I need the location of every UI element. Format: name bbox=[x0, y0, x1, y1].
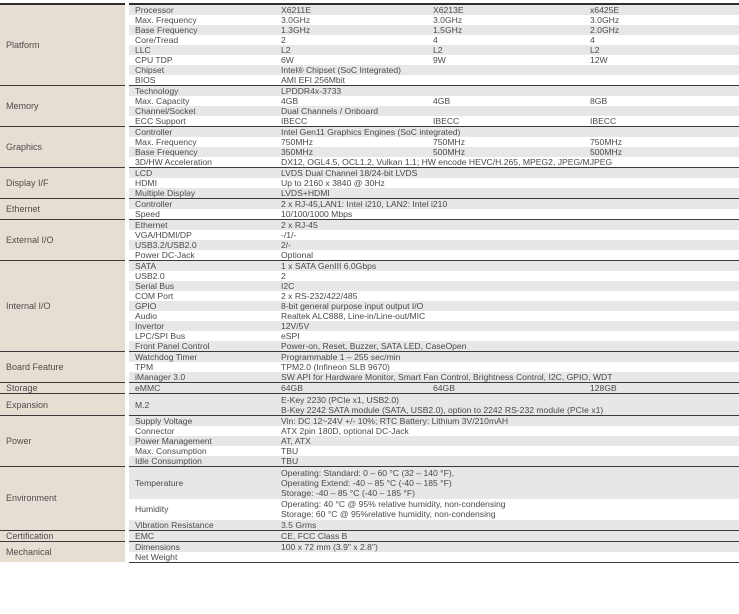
spec-value bbox=[275, 552, 739, 563]
table-row bbox=[0, 86, 739, 97]
spec-value: Dual Channels / Onboard bbox=[275, 106, 739, 116]
spec-label: Channel/Socket bbox=[127, 106, 275, 116]
spec-value: 64GB bbox=[275, 383, 427, 394]
spec-value: IBECC bbox=[427, 116, 584, 127]
spec-value: Power-on, Reset, Buzzer, SATA LED, CaseOpen bbox=[275, 341, 739, 352]
category-board-feature: Board Feature bbox=[0, 352, 127, 383]
spec-value: 10/100/1000 Mbps bbox=[275, 209, 739, 220]
spec-label: Net Weight bbox=[127, 552, 275, 563]
table-row bbox=[0, 168, 739, 179]
spec-value: 3.0GHz bbox=[584, 15, 739, 25]
spec-value: LPDDR4x-3733 bbox=[275, 86, 739, 97]
spec-value: Up to 2160 x 3840 @ 30Hz bbox=[275, 178, 739, 188]
spec-value: LVDS+HDMI bbox=[275, 188, 739, 199]
spec-value: -/1/- bbox=[275, 230, 739, 240]
spec-value: 4 bbox=[427, 35, 584, 45]
spec-label: Max. Frequency bbox=[127, 15, 275, 25]
spec-label: Multiple Display bbox=[127, 188, 275, 199]
spec-value-line: Operating: Standard: 0 – 60 °C (32 – 140 °F), bbox=[281, 467, 455, 478]
spec-label: HDMI bbox=[127, 178, 275, 188]
spec-value: 64GB bbox=[427, 383, 584, 394]
spec-value: 6W bbox=[275, 55, 427, 65]
category-mechanical: Mechanical bbox=[0, 541, 127, 562]
category-display-i-f: Display I/F bbox=[0, 168, 127, 199]
spec-value: 2 x RS-232/422/485 bbox=[275, 291, 739, 301]
spec-value: 2.0GHz bbox=[584, 25, 739, 35]
spec-label: Max. Capacity bbox=[127, 96, 275, 106]
spec-label: CPU TDP bbox=[127, 55, 275, 65]
category-storage: Storage bbox=[0, 383, 127, 394]
spec-label: Chipset bbox=[127, 65, 275, 75]
spec-label: Power Management bbox=[127, 436, 275, 446]
spec-value: Programmable 1 – 255 sec/min bbox=[275, 352, 739, 363]
table-row bbox=[0, 127, 739, 138]
spec-value: 2 bbox=[275, 35, 427, 45]
spec-label: Supply Voltage bbox=[127, 416, 275, 427]
spec-label: M.2 bbox=[127, 394, 275, 416]
spec-label: EMC bbox=[127, 530, 275, 541]
spec-label: Dimensions bbox=[127, 541, 275, 552]
spec-value: 500MHz bbox=[427, 147, 584, 157]
spec-label: Processor bbox=[127, 4, 275, 15]
spec-value: TBU bbox=[275, 456, 739, 467]
spec-label: Audio bbox=[127, 311, 275, 321]
spec-value: 8GB bbox=[584, 96, 739, 106]
spec-label: Watchdog Timer bbox=[127, 352, 275, 363]
table-row bbox=[0, 352, 739, 363]
spec-label: Vibration Resistance bbox=[127, 520, 275, 531]
spec-label: Max. Consumption bbox=[127, 446, 275, 456]
spec-label: eMMC bbox=[127, 383, 275, 394]
table-row bbox=[0, 416, 739, 427]
spec-value: 500MHz bbox=[584, 147, 739, 157]
spec-value: 3.0GHz bbox=[427, 15, 584, 25]
spec-label: LCD bbox=[127, 168, 275, 179]
spec-label: LPC/SPI Bus bbox=[127, 331, 275, 341]
spec-label: Temperature bbox=[127, 467, 275, 499]
spec-label: USB3.2/USB2.0 bbox=[127, 240, 275, 250]
spec-label: Technology bbox=[127, 86, 275, 97]
spec-value: 1 x SATA GenIII 6.0Gbps bbox=[275, 261, 739, 272]
spec-label: Invertor bbox=[127, 321, 275, 331]
spec-value: I2C bbox=[275, 281, 739, 291]
spec-value: 9W bbox=[427, 55, 584, 65]
table-row bbox=[0, 383, 739, 394]
spec-value: LVDS Dual Channel 18/24-bit LVDS bbox=[275, 168, 739, 179]
spec-label: Power DC-Jack bbox=[127, 250, 275, 261]
spec-label: BIOS bbox=[127, 75, 275, 86]
spec-label: Humidity bbox=[127, 499, 275, 520]
spec-value-line: E-Key 2230 (PCIe x1, USB2.0) bbox=[281, 394, 399, 405]
spec-value-line: Operating Extend: -40 – 85 °C (-40 – 185 °F) bbox=[281, 477, 452, 488]
spec-value: AMI EFI 256Mbit bbox=[275, 75, 739, 86]
table-row bbox=[0, 394, 739, 416]
spec-value: L2 bbox=[584, 45, 739, 55]
spec-label: 3D/HW Acceleration bbox=[127, 157, 275, 168]
table-row bbox=[0, 467, 739, 499]
table-row bbox=[0, 199, 739, 210]
spec-value: 2 x RJ-45 bbox=[275, 220, 739, 231]
spec-value-line: Operating: 40 °C @ 95% relative humidity, non-condensing bbox=[281, 499, 506, 509]
spec-value: 750MHz bbox=[584, 137, 739, 147]
category-power: Power bbox=[0, 416, 127, 467]
spec-value: L2 bbox=[427, 45, 584, 55]
spec-value: eSPI bbox=[275, 331, 739, 341]
spec-label: Controller bbox=[127, 199, 275, 210]
spec-value: 2 bbox=[275, 271, 739, 281]
spec-value: L2 bbox=[275, 45, 427, 55]
spec-value: TBU bbox=[275, 446, 739, 456]
spec-label: Idle Consumption bbox=[127, 456, 275, 467]
spec-value: 100 x 72 mm (3.9" x 2.8") bbox=[275, 541, 739, 552]
spec-value: 1.5GHz bbox=[427, 25, 584, 35]
spec-value: 750MHz bbox=[427, 137, 584, 147]
spec-label: Speed bbox=[127, 209, 275, 220]
category-platform: Platform bbox=[0, 4, 127, 86]
spec-value: 750MHz bbox=[275, 137, 427, 147]
spec-label: Front Panel Control bbox=[127, 341, 275, 352]
spec-label: Ethernet bbox=[127, 220, 275, 231]
spec-label: Core/Tread bbox=[127, 35, 275, 45]
spec-value: 2/- bbox=[275, 240, 739, 250]
category-graphics: Graphics bbox=[0, 127, 127, 168]
spec-value-multiline bbox=[275, 499, 739, 520]
table-row bbox=[0, 530, 739, 541]
spec-value: IBECC bbox=[275, 116, 427, 127]
spec-label: Connector bbox=[127, 426, 275, 436]
spec-label: USB2.0 bbox=[127, 271, 275, 281]
spec-value: DX12, OGL4.5, OCL1.2, Vulkan 1.1; HW encode HEVC/H.265, MPEG2, JPEG/MJPEG bbox=[275, 157, 739, 168]
spec-value: X6213E bbox=[427, 4, 584, 15]
spec-value: 1.3GHz bbox=[275, 25, 427, 35]
spec-value: SW API for Hardware Monitor, Smart Fan Control, Brightness Control, I2C, GPIO, WDT bbox=[275, 372, 739, 383]
spec-value: AT, ATX bbox=[275, 436, 739, 446]
spec-value: 350MHz bbox=[275, 147, 427, 157]
spec-label: Max. Frequency bbox=[127, 137, 275, 147]
table-row bbox=[0, 220, 739, 231]
spec-label: Base Frequency bbox=[127, 25, 275, 35]
spec-label: Controller bbox=[127, 127, 275, 138]
category-environment: Environment bbox=[0, 467, 127, 531]
spec-value: 4GB bbox=[275, 96, 427, 106]
spec-label: SATA bbox=[127, 261, 275, 272]
spec-value: Vin: DC 12~24V +/- 10%; RTC Battery: Lithium 3V/210mAH bbox=[275, 416, 739, 427]
spec-sheet bbox=[0, 3, 739, 563]
spec-value: Realtek ALC888, Line-in/Line-out/MIC bbox=[275, 311, 739, 321]
spec-value: x6425E bbox=[584, 4, 739, 15]
spec-value: 3.0GHz bbox=[275, 15, 427, 25]
spec-label: iManager 3.0 bbox=[127, 372, 275, 383]
spec-label: Serial Bus bbox=[127, 281, 275, 291]
spec-table-body bbox=[0, 4, 739, 562]
table-row bbox=[0, 261, 739, 272]
specification-table bbox=[0, 3, 739, 563]
spec-value: 8-bit general purpose input output I/O bbox=[275, 301, 739, 311]
spec-value-line: B-Key 2242 SATA module (SATA, USB2.0), option to 2242 RS-232 module (PCIe x1) bbox=[281, 404, 604, 415]
category-memory: Memory bbox=[0, 86, 127, 127]
spec-value: IBECC bbox=[584, 116, 739, 127]
category-expansion: Expansion bbox=[0, 394, 127, 416]
spec-label: LLC bbox=[127, 45, 275, 55]
spec-value: Intel Gen11 Graphics Engines (SoC integrated) bbox=[275, 127, 739, 138]
spec-label: ECC Support bbox=[127, 116, 275, 127]
category-internal-i-o: Internal I/O bbox=[0, 261, 127, 352]
spec-value-multiline bbox=[275, 394, 739, 416]
table-row bbox=[0, 541, 739, 552]
spec-value: CE, FCC Class B bbox=[275, 530, 739, 541]
spec-value-line: Storage: 60 °C @ 95%relative humidity, non-condensing bbox=[281, 509, 496, 519]
spec-value: Intel® Chipset (SoC Integrated) bbox=[275, 65, 739, 75]
table-row bbox=[0, 4, 739, 15]
category-certification: Certification bbox=[0, 530, 127, 541]
spec-value: 12V/5V bbox=[275, 321, 739, 331]
spec-label: COM Port bbox=[127, 291, 275, 301]
spec-value: 128GB bbox=[584, 383, 739, 394]
spec-value: 3.5 Grms bbox=[275, 520, 739, 531]
spec-label: VGA/HDMI/DP bbox=[127, 230, 275, 240]
spec-label: GPIO bbox=[127, 301, 275, 311]
category-ethernet: Ethernet bbox=[0, 199, 127, 220]
spec-value: 12W bbox=[584, 55, 739, 65]
spec-value: 4 bbox=[584, 35, 739, 45]
spec-value-line: Storage: -40 – 85 °C (-40 – 185 °F) bbox=[281, 487, 415, 498]
spec-value: X6211E bbox=[275, 4, 427, 15]
spec-value: Optional bbox=[275, 250, 739, 261]
spec-label: Base Frequency bbox=[127, 147, 275, 157]
spec-value-multiline bbox=[275, 467, 739, 499]
spec-value: ATX 2pin 180D, optional DC-Jack bbox=[275, 426, 739, 436]
spec-value: TPM2.0 (Infineon SLB 9670) bbox=[275, 362, 739, 372]
category-external-i-o: External I/O bbox=[0, 220, 127, 261]
spec-label: TPM bbox=[127, 362, 275, 372]
spec-value: 2 x RJ-45,LAN1: Intel i210, LAN2: Intel i210 bbox=[275, 199, 739, 210]
spec-value: 4GB bbox=[427, 96, 584, 106]
